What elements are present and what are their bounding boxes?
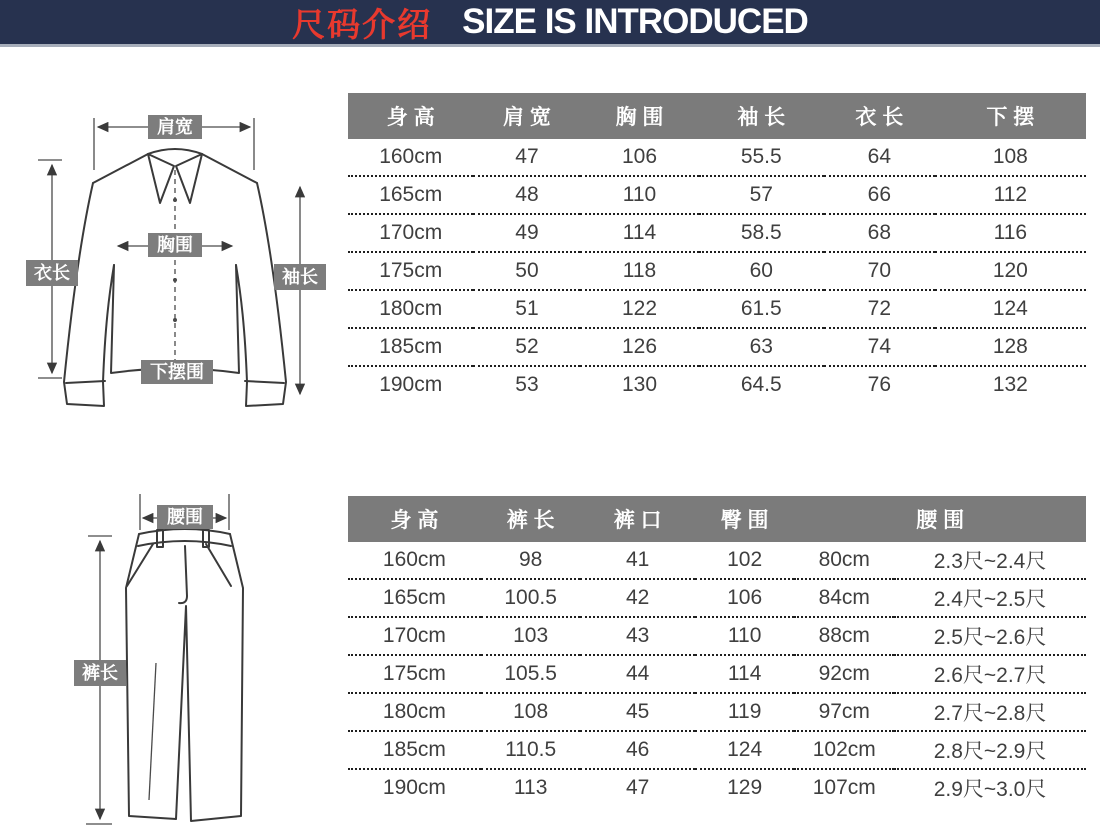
cell: 105.5 [481,655,581,693]
cell-height: 190cm [382,776,446,799]
cell: 108 [935,139,1086,176]
cell: 130 [621,373,658,396]
pants-size-table [348,496,1086,806]
cell: 47 [473,139,580,176]
column-header: 肩 宽 [473,93,580,139]
cell: 132 [992,373,1028,396]
cell: 64 [824,139,935,176]
waist-label: 腰围 [167,507,203,527]
cell: 120 [935,252,1086,290]
banner-title-zh: 尺码介绍 [292,5,433,43]
cell: 114 [580,214,698,252]
chest-label: 胸围 [157,235,193,255]
cell: 122 [580,290,698,328]
table-row [348,366,1086,403]
cell: 80cm [794,542,894,579]
table-row [348,769,1086,806]
table-row [348,176,1086,214]
column-header-waist: 腰 围 [794,496,1086,542]
cell: 102 [695,542,795,579]
cell-height: 190cm [379,373,443,396]
shirt-size-table [348,93,1086,403]
cell: 2.5尺~2.6尺 [894,617,1086,655]
cell: 52 [473,328,580,366]
cell: 110.5 [481,731,581,769]
column-header: 下 摆 [935,93,1086,139]
cell: 66 [824,176,935,214]
cell-height: 185cm [348,328,473,366]
cell-height: 160cm [348,139,473,176]
cell-height: 175cm [348,252,473,290]
table-row [348,731,1086,769]
cell-height: 180cm [348,290,473,328]
column-header: 胸 围 [580,93,698,139]
cell: 47 [625,776,650,799]
cell-height: 170cm [348,214,473,252]
cell: 42 [580,579,694,617]
column-header: 袖 长 [699,93,824,139]
column-header: 臀 围 [695,496,795,542]
shirt-diagram [10,90,340,430]
cell: 60 [699,252,824,290]
cell: 70 [824,252,935,290]
table-row [348,139,1086,176]
cell-height: 185cm [348,731,481,769]
cell: 2.9尺~3.0尺 [933,778,1047,801]
table-row [348,579,1086,617]
cell-height: 165cm [348,579,481,617]
cell: 51 [473,290,580,328]
cell: 44 [580,655,694,693]
cell: 63 [699,328,824,366]
cell: 2.7尺~2.8尺 [894,693,1086,731]
table-row [348,290,1086,328]
cell: 129 [727,776,763,799]
table-row [348,252,1086,290]
cell: 106 [695,579,795,617]
column-header: 身 高 [348,93,473,139]
cell: 2.4尺~2.5尺 [894,579,1086,617]
table-row [348,617,1086,655]
cell: 45 [580,693,694,731]
shirt-table-header-row [348,93,1086,139]
cell: 106 [580,139,698,176]
column-header: 身 高 [348,496,481,542]
cell: 64.5 [740,373,782,396]
table-row [348,214,1086,252]
cell: 41 [580,542,694,579]
cell: 2.6尺~2.7尺 [894,655,1086,693]
cell: 55.5 [699,139,824,176]
cell: 58.5 [699,214,824,252]
column-header: 衣 长 [824,93,935,139]
hem-label: 下摆围 [150,362,204,382]
cell: 48 [473,176,580,214]
cell: 110 [580,176,698,214]
cell-height: 180cm [348,693,481,731]
cell: 102cm [794,731,894,769]
cell: 74 [824,328,935,366]
cell: 97cm [794,693,894,731]
column-header: 裤 口 [580,496,694,542]
cell: 119 [695,693,795,731]
cell: 128 [935,328,1086,366]
cell: 98 [481,542,581,579]
cell-height: 165cm [348,176,473,214]
cell: 2.3尺~2.4尺 [894,542,1086,579]
pants-diagram [10,478,340,838]
cell: 124 [935,290,1086,328]
cell: 50 [473,252,580,290]
shoulder-label: 肩宽 [157,117,193,137]
column-header: 裤 长 [481,496,581,542]
cell: 124 [695,731,795,769]
cell: 76 [867,373,891,396]
cell: 100.5 [481,579,581,617]
cell: 92cm [794,655,894,693]
length-label: 衣长 [34,263,70,283]
cell-height: 170cm [348,617,481,655]
cell: 53 [515,373,539,396]
sleeve-label: 袖长 [282,267,318,287]
pants-table-header-row [348,496,1086,542]
table-row [348,328,1086,366]
cell: 72 [824,290,935,328]
shirt-line-drawing [10,90,340,425]
cell: 46 [580,731,694,769]
pants-length-label: 裤长 [82,663,118,683]
banner-title-en: SIZE IS INTRODUCED [462,2,808,41]
cell: 118 [580,252,698,290]
cell-height: 175cm [348,655,481,693]
cell: 84cm [794,579,894,617]
cell: 116 [935,214,1086,252]
table-row [348,693,1086,731]
cell: 57 [699,176,824,214]
table-row [348,542,1086,579]
pants-line-drawing [10,478,340,833]
cell: 43 [580,617,694,655]
cell: 112 [935,176,1086,214]
cell: 49 [473,214,580,252]
cell: 108 [481,693,581,731]
table-row [348,655,1086,693]
cell: 107cm [812,776,876,799]
title-banner [0,0,1100,47]
cell: 110 [695,617,795,655]
cell: 113 [513,776,548,799]
cell: 126 [580,328,698,366]
cell: 88cm [794,617,894,655]
cell-height: 160cm [348,542,481,579]
cell: 61.5 [699,290,824,328]
cell: 103 [481,617,581,655]
cell: 68 [824,214,935,252]
cell: 114 [695,655,795,693]
cell: 2.8尺~2.9尺 [894,731,1086,769]
